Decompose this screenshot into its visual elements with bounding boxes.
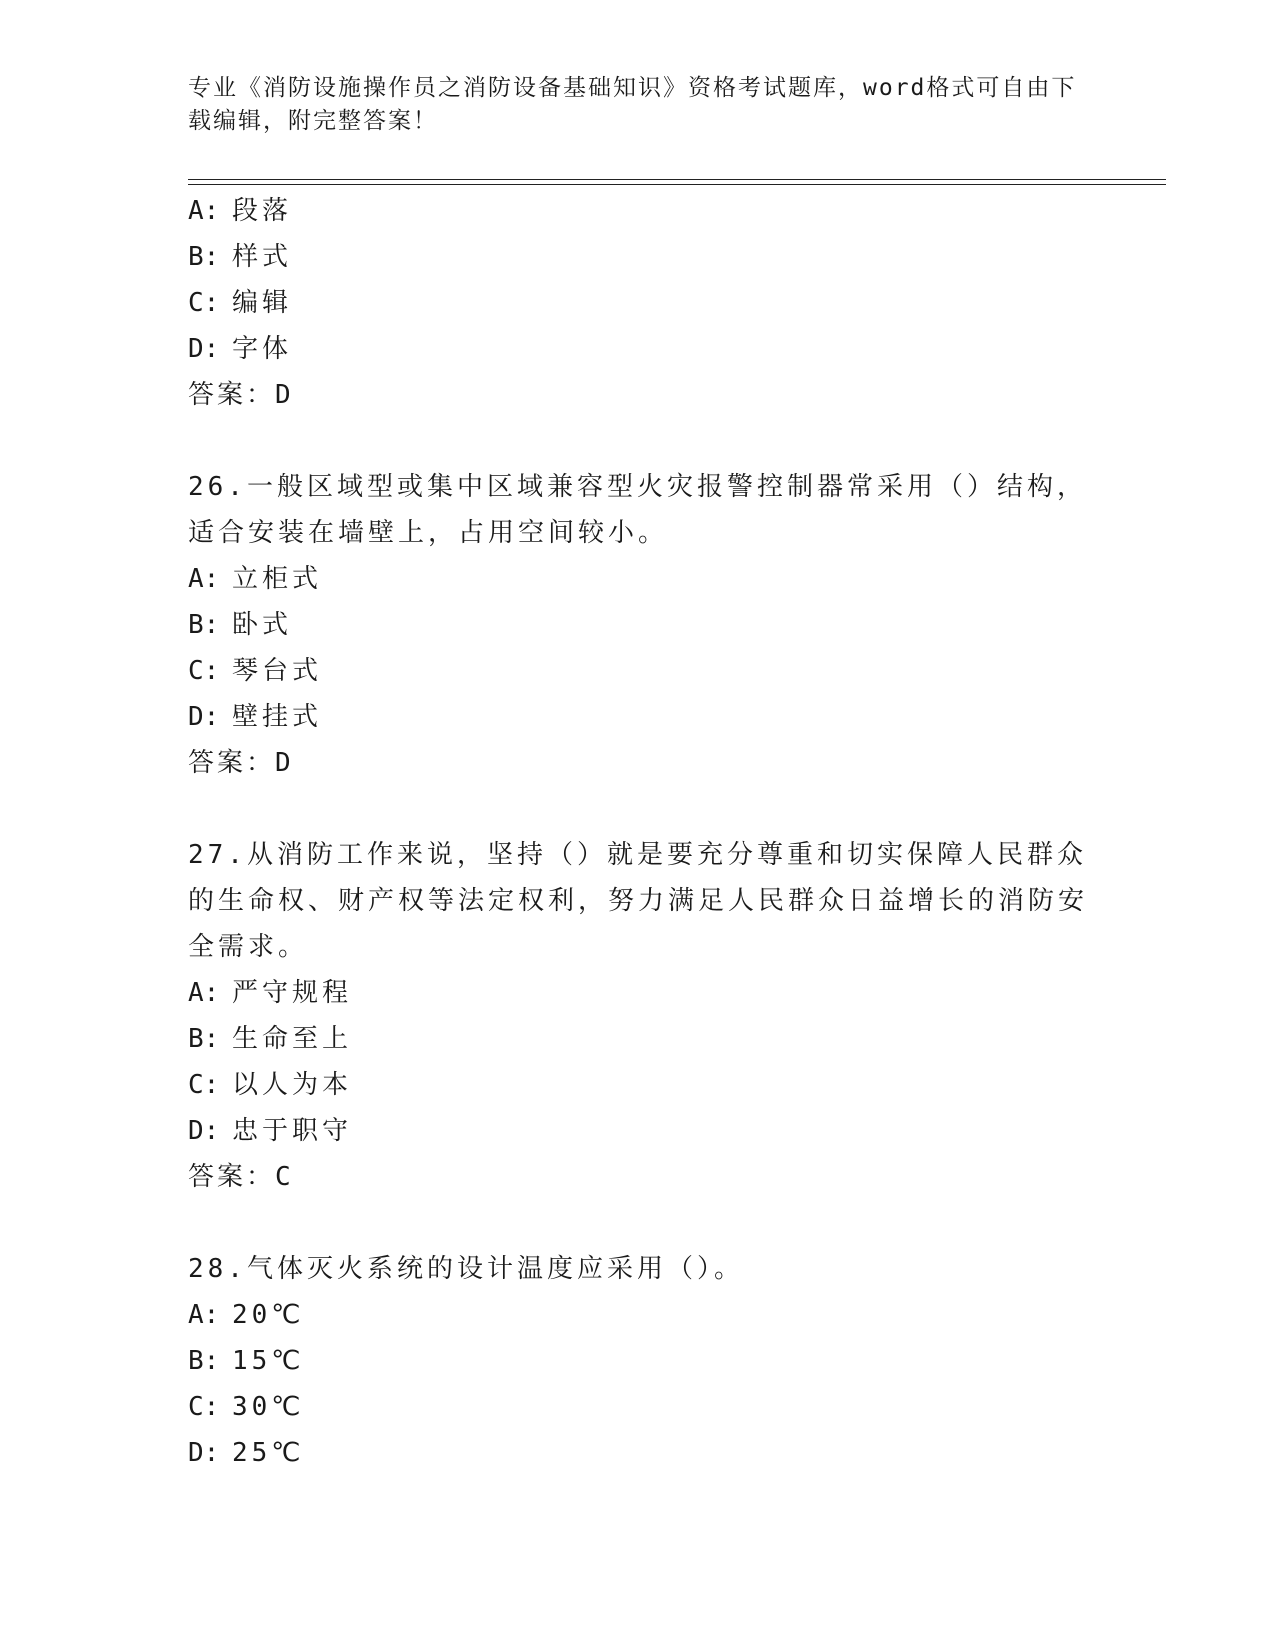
question-stem: 27.从消防工作来说，坚持（）就是要充分尊重和切实保障人民群众的生命权、财产权等法定权利，努力满足人民群众日益增长的消防安全需求。 (188, 840, 1089, 962)
option-d: D: 忠于职守 (188, 1116, 353, 1146)
option-a: A: 严守规程 (188, 978, 353, 1008)
spacer (188, 1200, 1088, 1246)
option-c: C: 30℃ (188, 1392, 305, 1422)
option-c: C: 琴台式 (188, 656, 323, 686)
option-c: C: 编辑 (188, 288, 293, 318)
option-a: A: 段落 (188, 196, 293, 226)
option-d: D: 25℃ (188, 1438, 305, 1468)
question-28 (188, 1246, 1088, 1476)
option-b: B: 卧式 (188, 610, 293, 640)
answer-line: 答案：D (188, 748, 294, 778)
question-26 (188, 464, 1088, 786)
option-a: A: 立柜式 (188, 564, 323, 594)
question-27 (188, 832, 1088, 1200)
option-b: B: 生命至上 (188, 1024, 353, 1054)
question-stem: 26.一般区域型或集中区域兼容型火灾报警控制器常采用（）结构，适合安装在墙壁上，占用空间较小。 (188, 472, 1087, 548)
question-stem: 28.气体灭火系统的设计温度应采用（）。 (188, 1254, 744, 1284)
option-d: D: 字体 (188, 334, 293, 364)
option-c: C: 以人为本 (188, 1070, 353, 1100)
answer-line: 答案：D (188, 380, 294, 410)
option-d: D: 壁挂式 (188, 702, 323, 732)
answer-line: 答案：C (188, 1162, 294, 1192)
header-divider-bottom (188, 184, 1166, 185)
question-25-continued (188, 188, 1088, 418)
spacer (188, 418, 1088, 464)
header-divider-top (188, 179, 1166, 180)
document-header: 专业《消防设施操作员之消防设备基础知识》资格考试题库，word格式可自由下载编辑，附完整答案！ (188, 75, 1077, 134)
option-a: A: 20℃ (188, 1300, 305, 1330)
option-b: B: 15℃ (188, 1346, 305, 1376)
option-b: B: 样式 (188, 242, 293, 272)
question-list (188, 188, 1088, 1476)
spacer (188, 786, 1088, 832)
